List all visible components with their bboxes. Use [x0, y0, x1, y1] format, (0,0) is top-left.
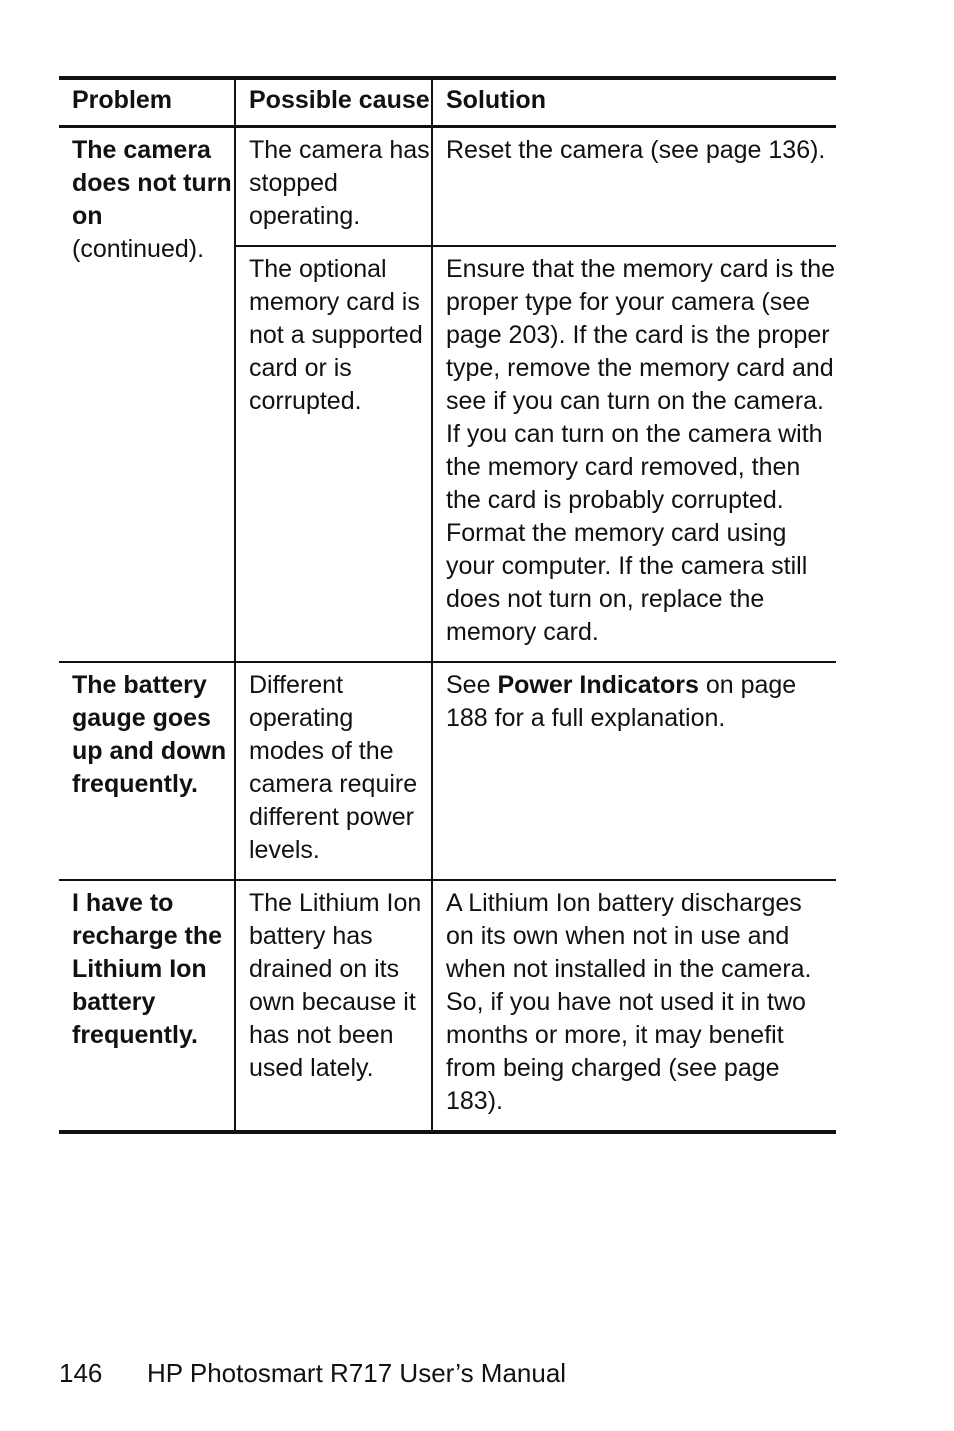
solution-cell — [432, 662, 836, 880]
cause-text: Different operating modes of the camera require different power levels. — [249, 670, 418, 864]
header-solution: Solution — [432, 78, 836, 126]
solution-text — [446, 669, 836, 735]
table-header-row — [59, 78, 836, 126]
solution-cell — [432, 246, 836, 662]
solution-text: Reset the camera (see page 136). — [446, 135, 826, 164]
header-possible-cause: Possible cause — [235, 78, 432, 126]
problem-text: I have to recharge the Lithium Ion battery frequently. — [72, 888, 223, 1049]
problem-text: The battery gauge goes up and down frequently. — [72, 670, 227, 798]
cause-cell — [235, 126, 432, 246]
problem-cell — [59, 662, 235, 880]
problem-text: The camera does not turn on — [72, 135, 232, 230]
cause-cell — [235, 662, 432, 880]
table-row — [59, 126, 836, 246]
solution-cell — [432, 126, 836, 246]
solution-text-suffix: on page 188 for a full explanation. — [446, 670, 797, 732]
problem-continued-text: (continued). — [72, 234, 205, 263]
page-footer — [59, 1356, 566, 1390]
manual-title: HP Photosmart R717 User’s Manual — [147, 1358, 567, 1388]
troubleshooting-table — [59, 76, 836, 1134]
solution-text: Ensure that the memory card is the proper type for your camera (see page 203). If the card is the proper type, remove the memory card and see if you can turn on the camera. If you can turn on the camera with the memory card removed, then the card is probably corrupted. Format the memory card using your computer. If the camera still does not turn on, replace the memory card. — [446, 254, 836, 646]
solution-text: A Lithium Ion battery discharges on its own when not in use and when not installed in the camera. So, if you have not used it in two months or more, it may benefit from being charged (see page 183). — [446, 888, 812, 1115]
problem-cell — [59, 126, 235, 662]
cause-text: The optional memory card is not a supported card or is corrupted. — [249, 254, 423, 415]
power-indicators-reference: Power Indicators — [497, 670, 699, 699]
table-row — [59, 880, 836, 1132]
cause-cell — [235, 880, 432, 1132]
header-problem: Problem — [59, 78, 235, 126]
problem-cell — [59, 880, 235, 1132]
solution-text-prefix: See — [446, 670, 498, 699]
cause-cell — [235, 246, 432, 662]
table-row — [59, 662, 836, 880]
page-number: 146 — [59, 1358, 103, 1388]
cause-text: The Lithium Ion battery has drained on its own because it has not been used lately. — [249, 888, 422, 1082]
solution-cell — [432, 880, 836, 1132]
cause-text: The camera has stopped operating. — [249, 135, 430, 230]
